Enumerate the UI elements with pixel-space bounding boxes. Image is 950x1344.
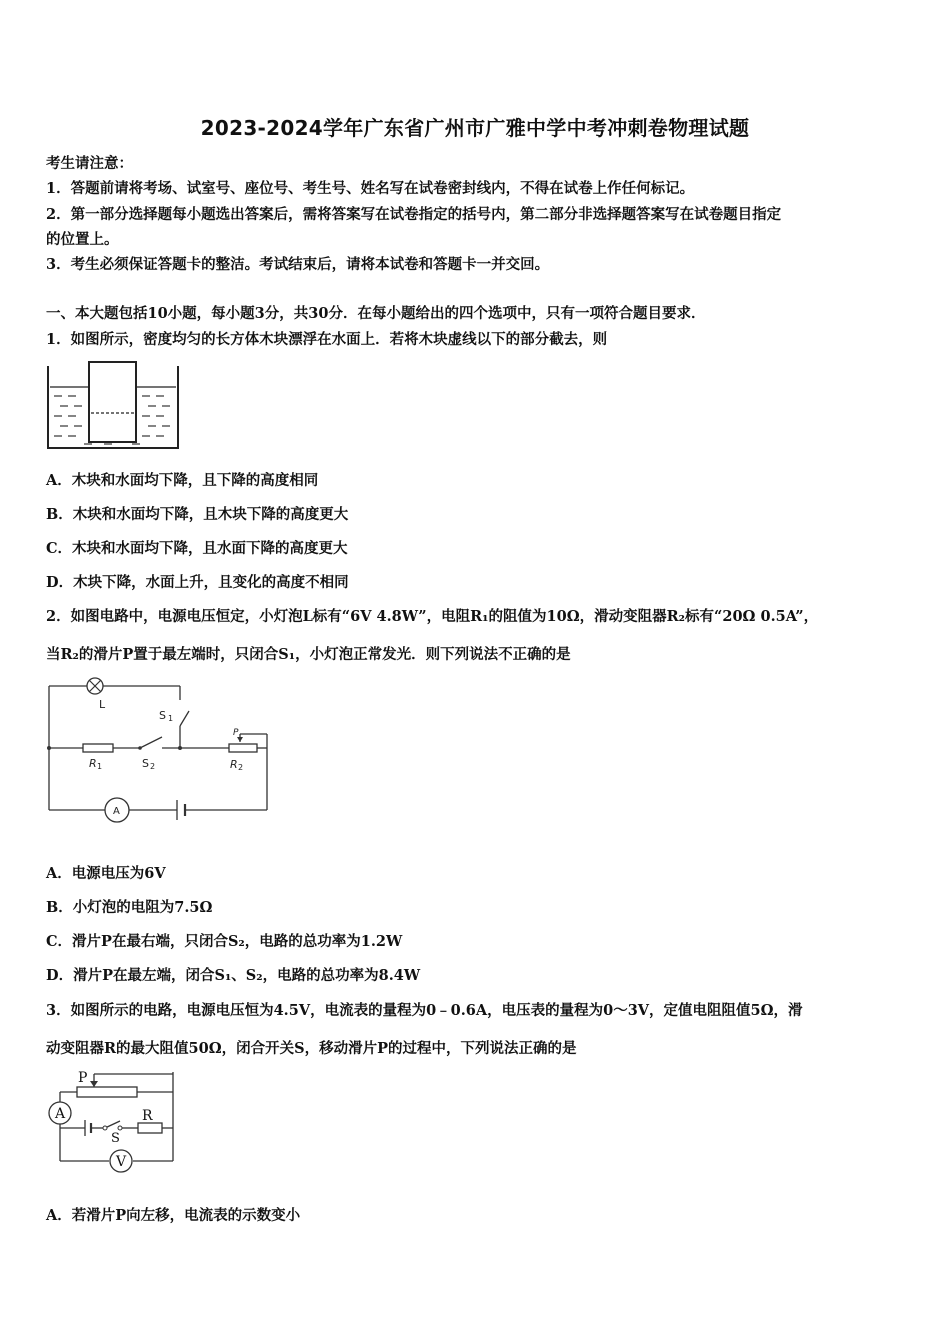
q1-option-d: D．木块下降，水面上升，且变化的高度不相同	[46, 574, 349, 591]
q3-stem-line1: 3．如图所示的电路，电源电压恒为4.5V，电流表的量程为0﹣0.6A，电压表的量程为0～3V，定值电阻阻值5Ω，滑	[46, 1002, 803, 1019]
junction-dot	[47, 746, 51, 750]
rheostat-r2-icon	[229, 744, 257, 752]
label-s2: S	[142, 757, 149, 770]
notice-item-2: 2．第一部分选择题每小题选出答案后，需将答案写在试卷指定的括号内，第二部分非选择题答案写在试卷题目指定	[46, 206, 782, 223]
q2-option-d: D．滑片P在最左端，闭合S₁、S₂，电路的总功率为8.4W	[46, 967, 421, 984]
q3-stem-line2: 动变阻器R的最大阻值50Ω，闭合开关S，移动滑片P的过程中，下列说法正确的是	[46, 1040, 577, 1057]
resistor-r-icon	[138, 1123, 162, 1133]
label-r2: R	[230, 758, 238, 771]
lamp-icon	[87, 678, 103, 694]
switch-contact-dot	[103, 1126, 107, 1130]
label-s2-sub: 2	[150, 762, 156, 771]
label-r1-sub: 1	[97, 762, 103, 771]
label-s1-sub: 1	[168, 714, 174, 723]
q2-option-c: C．滑片P在最右端，只闭合S₂，电路的总功率为1.2W	[46, 933, 403, 950]
rheostat-icon	[77, 1087, 137, 1097]
battery-icon	[85, 1120, 91, 1136]
label-p: P	[78, 1070, 88, 1086]
label-r2-sub: 2	[238, 763, 244, 772]
battery-icon	[177, 800, 185, 820]
q1-option-b: B．木块和水面均下降，且木块下降的高度更大	[46, 506, 349, 523]
switch-pivot-dot	[138, 746, 142, 750]
label-ammeter: A	[113, 806, 120, 817]
section-heading: 一、本大题包括10小题，每小题3分，共30分．在每小题给出的四个选项中，只有一项符合题目要求．	[46, 305, 706, 322]
label-switch: S	[111, 1131, 120, 1146]
q1-option-c: C．木块和水面均下降，且水面下降的高度更大	[46, 540, 348, 557]
notice-item-1: 1．答题前请将考场、试室号、座位号、考生号、姓名写在试卷密封线内，不得在试卷上作任何标记。	[46, 180, 695, 197]
switch-contact-dot	[118, 1126, 122, 1130]
q1-option-a: A．木块和水面均下降，且下降的高度相同	[46, 472, 319, 489]
label-ammeter: A	[55, 1106, 66, 1122]
label-lamp: L	[99, 698, 106, 711]
q1-figure-beaker	[44, 360, 184, 452]
q2-circuit-diagram	[44, 674, 276, 826]
notice-item-3: 3．考生必须保证答题卡的整洁。考试结束后，请将本试卷和答题卡一并交回。	[46, 256, 550, 273]
label-p: P	[233, 728, 239, 738]
label-voltmeter: V	[116, 1154, 127, 1170]
notice-item-2-cont: 的位置上。	[46, 231, 119, 248]
q2-stem-line2: 当R₂的滑片P置于最左端时，只闭合S₁，小灯泡正常发光．则下列说法不正确的是	[46, 646, 571, 663]
label-s1: S	[159, 709, 166, 722]
slider-arrow-icon	[90, 1081, 98, 1087]
q1-stem: 1．如图所示，密度均匀的长方体木块漂浮在水面上．若将木块虚线以下的部分截去，则	[46, 331, 608, 348]
page-title: 2023-2024学年广东省广州市广雅中学中考冲刺卷物理试题	[200, 116, 750, 140]
q2-stem-line1: 2．如图电路中，电源电压恒定，小灯泡L标有“6V 4.8W”，电阻R₁的阻值为10Ω，滑动变阻器R₂标有“20Ω 0.5A”，	[46, 608, 819, 625]
q3-circuit-diagram	[42, 1066, 182, 1180]
q3-option-a: A．若滑片P向左移，电流表的示数变小	[46, 1207, 301, 1224]
label-r1: R	[89, 757, 97, 770]
resistor-r1-icon	[83, 744, 113, 752]
junction-dot	[178, 746, 182, 750]
wooden-block	[89, 362, 136, 442]
q2-option-a: A．电源电压为6V	[46, 865, 166, 882]
label-r: R	[142, 1108, 153, 1124]
notice-heading: 考生请注意：	[46, 155, 133, 172]
q2-option-b: B．小灯泡的电阻为7.5Ω	[46, 899, 213, 916]
